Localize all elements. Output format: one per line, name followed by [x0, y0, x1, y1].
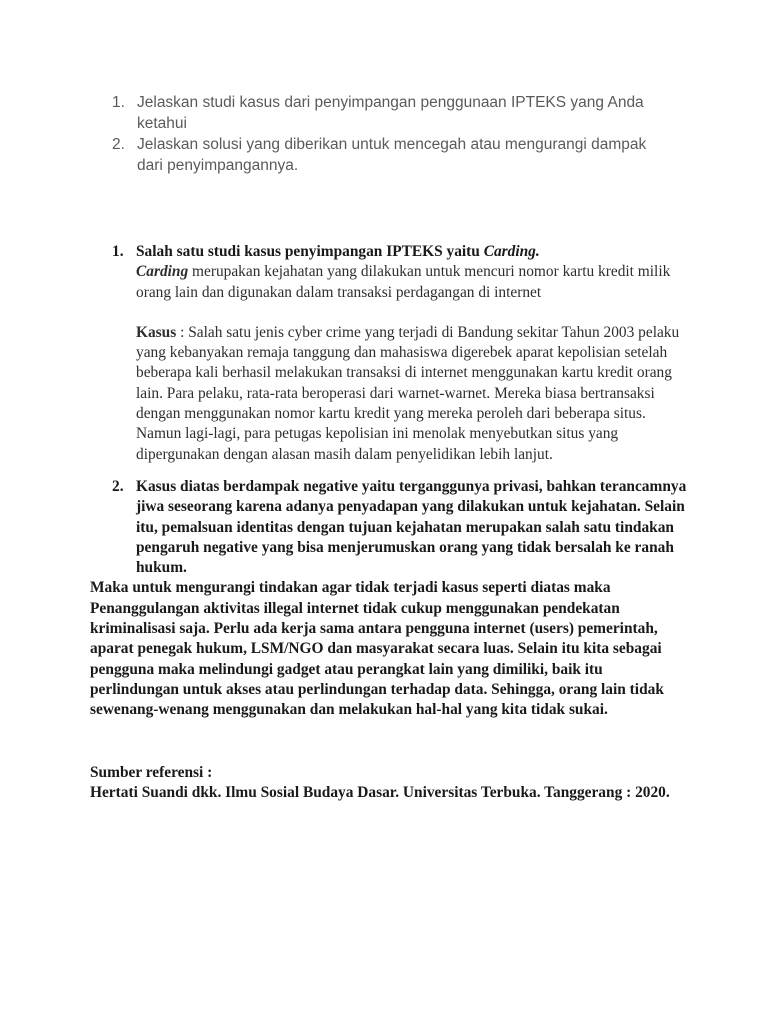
question-number: 2. [112, 136, 125, 153]
question-list [112, 92, 672, 176]
answer-number: 2. [112, 477, 124, 495]
answer-section [90, 242, 690, 803]
spacer [136, 303, 690, 323]
question-number: 1. [112, 94, 125, 111]
answer-1-intro [136, 242, 690, 262]
solution-paragraph: Maka untuk mengurangi tindakan agar tidak terjadi kasus seperti diatas maka Penanggulangan aktivitas illegal internet tidak cukup menggunakan pendekatan kriminalisasi saja. Perlu ada kerja sama antara pengguna internet (users) pemerintah, aparat penegak hukum, LSM/NGO dan masyarakat secara luas. Selain itu kita sebagai pengguna maka melindungi gadget atau perangkat lain yang dimiliki, baik itu perlindungan untuk akses atau perlindungan terhadap data. Sehingga, orang lain tidak sewenang-wenang menggunakan dan melakukan hal-hal yang kita tidak sukai. [90, 579, 664, 719]
carding-definition [136, 262, 690, 303]
carding-definition-text: merupakan kejahatan yang dilakukan untuk mencuri nomor kartu kredit milik orang lain dan digunakan dalam transaksi perdagangan di internet [136, 263, 671, 301]
carding-term: Carding. [483, 243, 540, 260]
case-label: Kasus [136, 323, 177, 341]
question-text: Jelaskan studi kasus dari penyimpangan penggunaan IPTEKS yang Anda ketahui [137, 94, 644, 132]
reference-label: Sumber referensi : [90, 763, 213, 781]
case-text: : Salah satu jenis cyber crime yang terjadi di Bandung sekitar Tahun 2003 pelaku yang kebanyakan remaja tanggung dan mahasiswa digerebek aparat kepolisian setelah beberapa kali berhasil melakukan transaksi di internet menggunakan kartu kredit orang lain. Para pelaku, rata-rata beroperasi dari warnet-warnet. Mereka biasa bertransaksi dengan menggunakan nomor kartu kredit yang mereka peroleh dari beberapa situs. Namun lagi-lagi, para petugas kepolisian ini menolak menyebutkan situs yang dipergunakan dengan alasan masih dalam penyelidikan lebih lanjut. [136, 323, 680, 463]
answer-number: 1. [112, 243, 124, 260]
answer-2-text: Kasus diatas berdampak negative yaitu terganggunya privasi, bahkan terancamnya jiwa seseorang karena adanya penyadapan yang dilakukan untuk kejahatan. Selain itu, pemalsuan identitas dengan tujuan kejahatan merupakan salah satu tindakan pengaruh negative yang bisa menjerumuskan orang yang tidak bersalah ke ranah hukum. [136, 477, 687, 577]
carding-term: Carding [136, 263, 189, 281]
reference-citation: Hertati Suandi dkk. Ilmu Sosial Budaya Dasar. Universitas Terbuka. Tanggerang : 2020. [90, 783, 670, 801]
case-paragraph [136, 323, 690, 465]
answer-item-1 [90, 242, 690, 465]
question-item-1 [112, 92, 672, 134]
answer-1-intro-text: Salah satu studi kasus penyimpangan IPTEKS yaitu [136, 243, 484, 260]
question-text: Jelaskan solusi yang diberikan untuk mencegah atau mengurangi dampak dari penyimpangannya. [137, 136, 647, 174]
question-item-2 [112, 134, 672, 176]
spacer [90, 465, 690, 477]
spacer [90, 721, 690, 763]
answer-item-2 [90, 477, 690, 578]
